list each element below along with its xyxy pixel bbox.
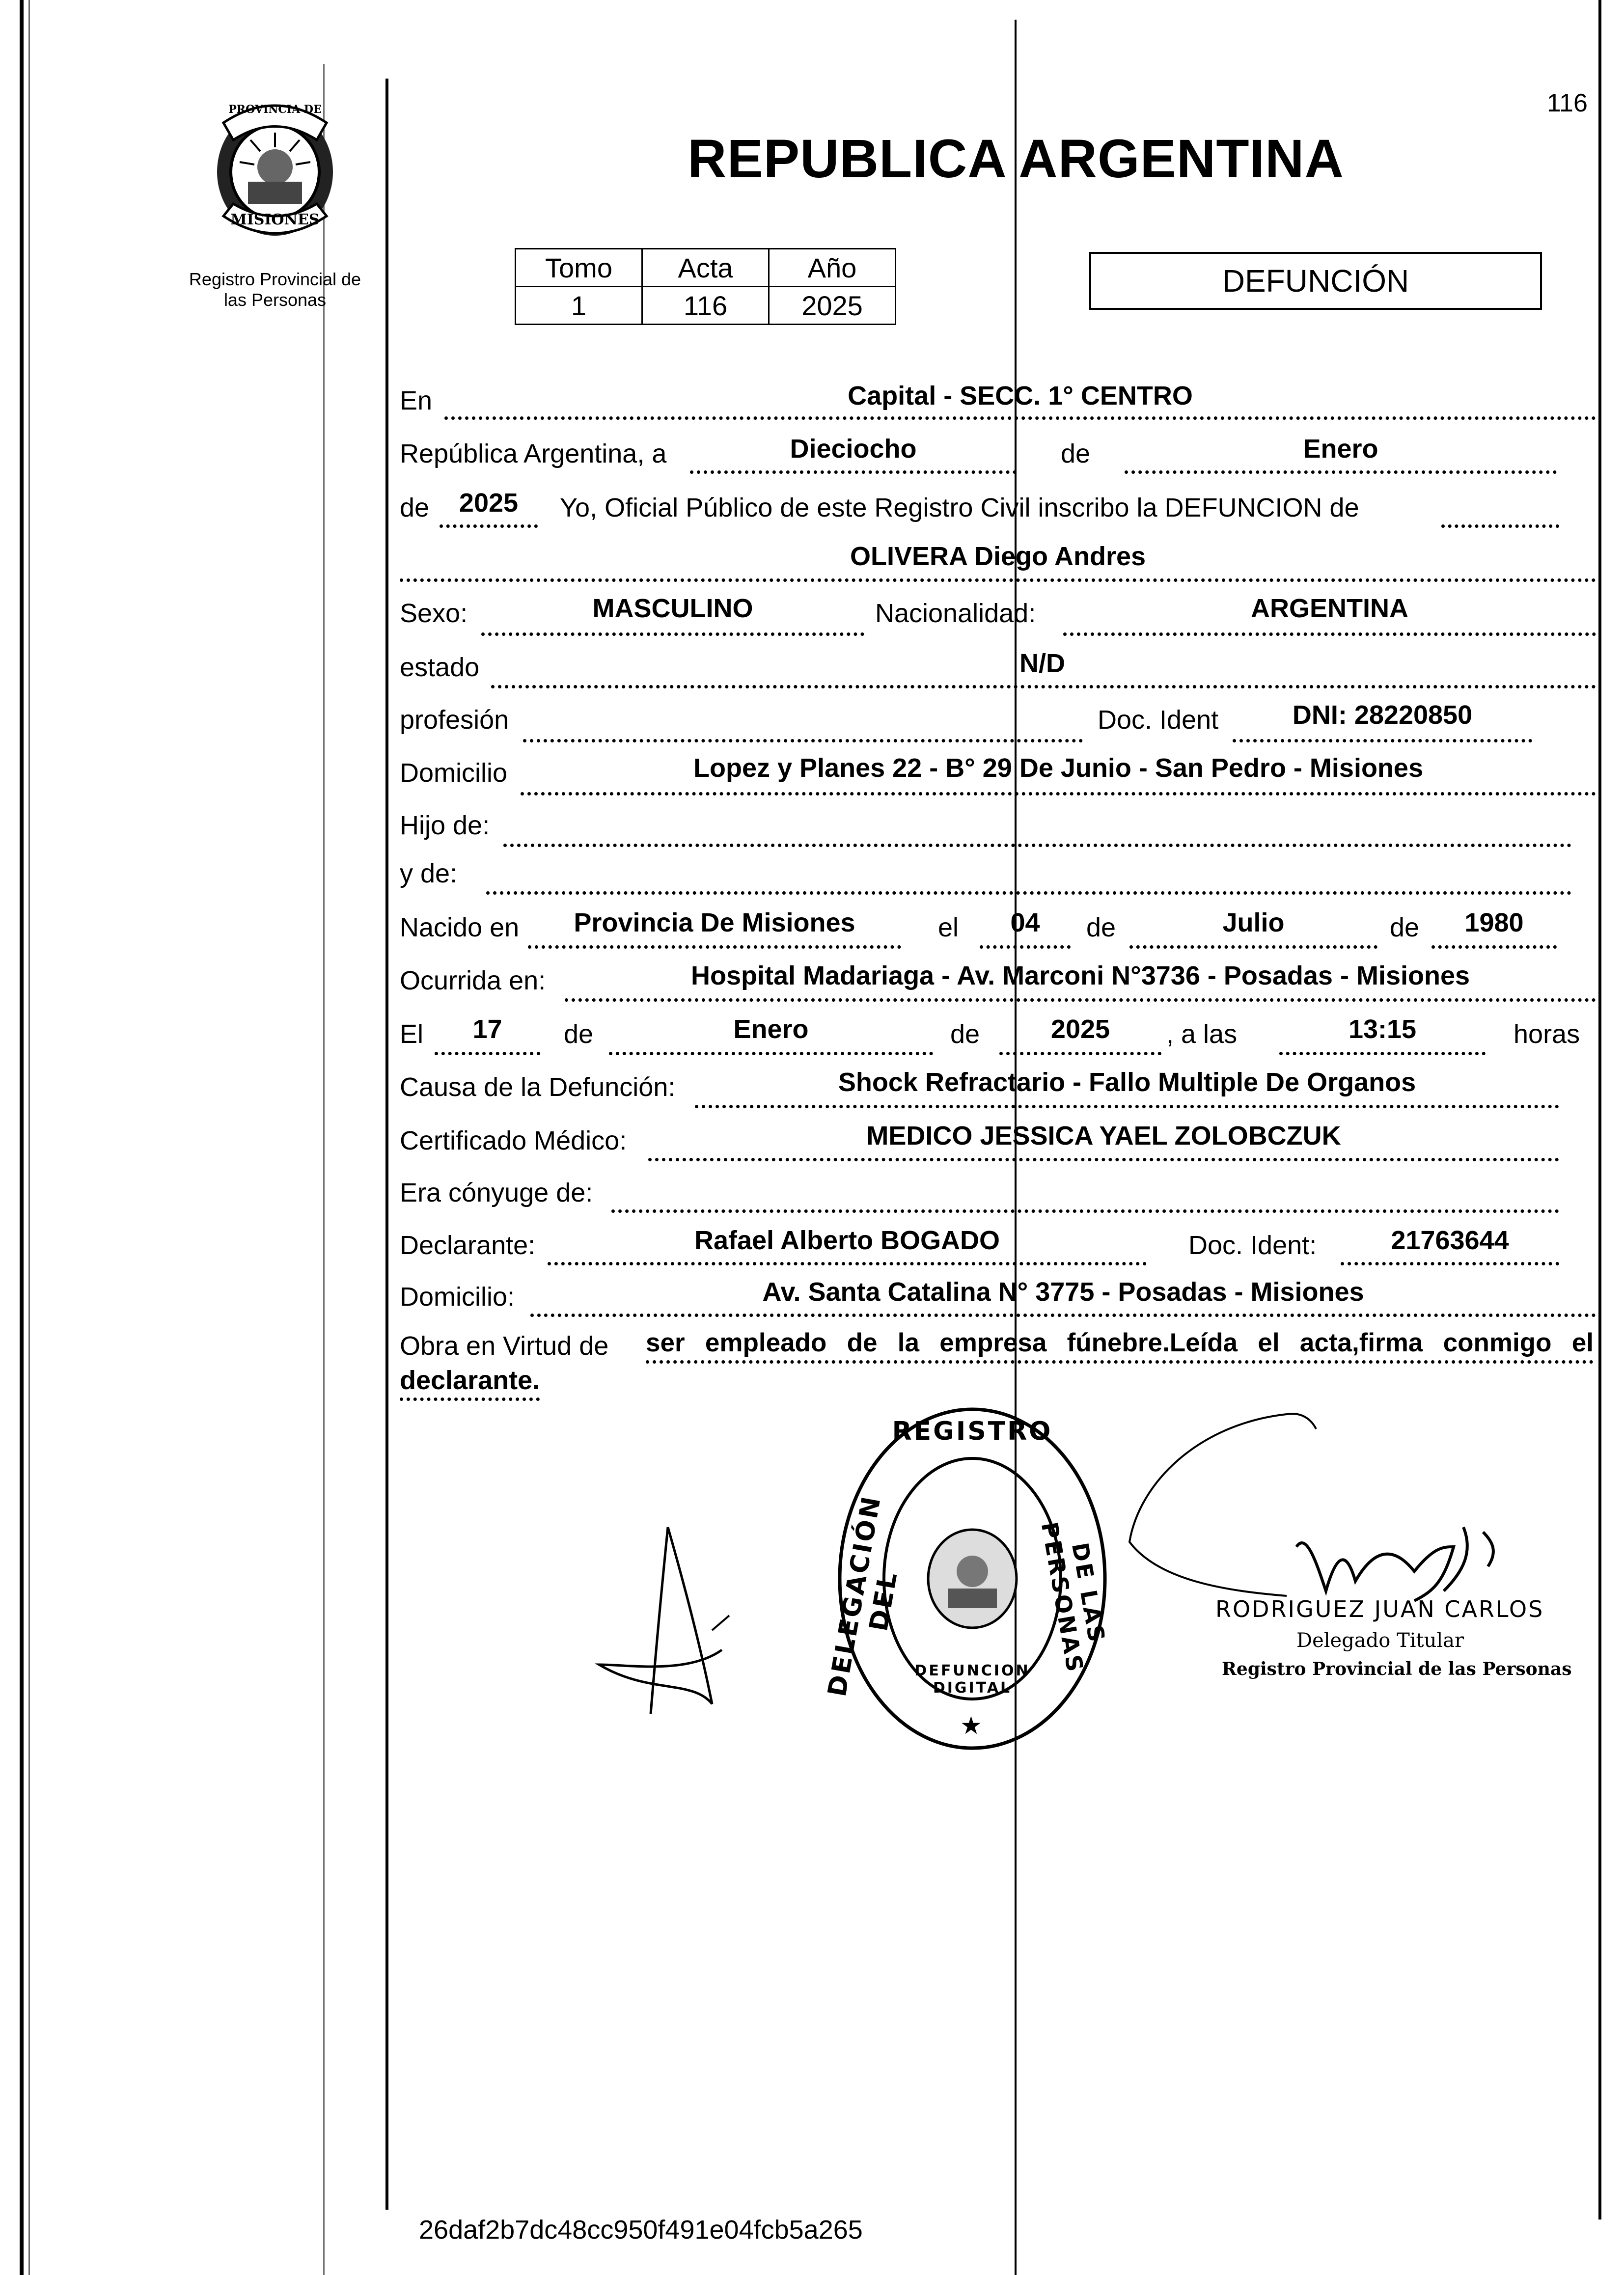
en-label: En <box>400 386 433 415</box>
conyuge-dots <box>611 1209 1559 1213</box>
domicilio-value: Lopez y Planes 22 - B° 29 De Junio - San Pedro - Misiones <box>693 753 1423 783</box>
record-header-anio: Año <box>769 249 896 287</box>
yo-text: Yo, Oficial Público de este Registro Civil inscribo la DEFUNCION de <box>560 493 1359 522</box>
nac-dia-dots <box>980 945 1071 949</box>
official-title: Delegado Titular <box>1296 1629 1464 1652</box>
sexo-dots <box>481 632 864 636</box>
horas-label: horas <box>1514 1019 1580 1049</box>
record-value-tomo: 1 <box>516 287 642 325</box>
domicilio-dots <box>521 792 1596 795</box>
doc-ident-label: Doc. Ident <box>1098 705 1219 735</box>
left-margin-line-thin <box>28 0 30 2275</box>
decl-doc-label: Doc. Ident: <box>1188 1231 1317 1260</box>
ocurrida-label: Ocurrida en: <box>400 966 546 995</box>
y-de-label: y de: <box>400 859 458 888</box>
sexo-value: MASCULINO <box>592 594 753 623</box>
stamp-ring-top: REGISTRO <box>892 1417 1053 1446</box>
decl-doc-value: 21763644 <box>1391 1226 1509 1255</box>
official-stamp <box>822 1402 1115 1755</box>
sexo-label: Sexo: <box>400 599 468 628</box>
el2-label: El <box>400 1019 424 1049</box>
a-las-label: , a las <box>1166 1019 1238 1049</box>
estado-label: estado <box>400 653 480 682</box>
hijo-label: Hijo de: <box>400 811 490 840</box>
domicilio-label: Domicilio <box>400 758 508 788</box>
nac-mes-value: Julio <box>1222 908 1285 937</box>
nac-de2-label: de <box>1390 913 1420 942</box>
anio-value: 2025 <box>459 488 519 518</box>
def-dia-dots <box>435 1052 540 1055</box>
nac-anio-value: 1980 <box>1464 908 1524 937</box>
certificado-value: MEDICO JESSICA YAEL ZOLOBCZUK <box>866 1121 1341 1151</box>
en-value: Capital - SECC. 1° CENTRO <box>848 381 1193 411</box>
nacionalidad-value: ARGENTINA <box>1251 594 1408 623</box>
hora-value: 13:15 <box>1348 1014 1417 1044</box>
right-border <box>1598 0 1601 2220</box>
declarante-value: Rafael Alberto BOGADO <box>694 1226 1000 1255</box>
estado-dots <box>491 685 1596 688</box>
nacido-dots <box>528 945 901 949</box>
nacionalidad-label: Nacionalidad: <box>875 599 1036 628</box>
org-label-line1: Registro Provincial de <box>189 269 361 289</box>
document-hash: 26daf2b7dc48cc950f491e04fcb5a265 <box>419 2215 863 2245</box>
mes-dots <box>1125 470 1557 474</box>
def-dia-value: 17 <box>472 1014 502 1044</box>
province-logo <box>201 93 349 241</box>
causa-value: Shock Refractario - Fallo Multiple De Organos <box>838 1068 1416 1097</box>
nacido-value: Provincia De Misiones <box>574 908 855 937</box>
record-value-anio: 2025 <box>769 287 896 325</box>
stamp-ring-right: DE LAS PERSONAS <box>1036 1520 1111 1676</box>
stamp-ring-left: DELEGACIÓN DEL <box>822 1492 904 1699</box>
doc-ident-value: DNI: 28220850 <box>1292 700 1473 730</box>
nacido-label: Nacido en <box>400 913 520 942</box>
form-left-border <box>385 79 388 2210</box>
decl-domicilio-value: Av. Santa Catalina N° 3775 - Posadas - Misiones <box>762 1277 1364 1307</box>
declarante-label: Declarante: <box>400 1231 536 1260</box>
declarant-signature <box>589 1517 751 1733</box>
ocurrida-dots <box>565 998 1596 1002</box>
anio-dots <box>440 524 538 528</box>
official-name: RODRIGUEZ JUAN CARLOS <box>1215 1596 1544 1622</box>
en-dots <box>444 416 1596 420</box>
record-header-tomo: Tomo <box>516 249 642 287</box>
de-label: de <box>1061 439 1091 468</box>
document-type-box: DEFUNCIÓN <box>1089 252 1542 310</box>
page-number: 116 <box>1547 89 1588 117</box>
nombre-dots <box>400 578 1596 582</box>
record-header-row <box>516 249 896 287</box>
el-label: el <box>938 913 959 942</box>
hijo-dots <box>503 844 1571 847</box>
official-org: Registro Provincial de las Personas <box>1222 1659 1572 1679</box>
record-table <box>515 248 896 325</box>
nac-anio-dots <box>1431 945 1557 949</box>
certificado-dots <box>648 1158 1559 1161</box>
decl-domicilio-dots <box>530 1314 1596 1317</box>
obra-value-line1: ser empleado de la empresa fúnebre.Leída el acta,firma conmigo el <box>646 1326 1594 1364</box>
record-value-acta: 116 <box>642 287 769 325</box>
estado-value: N/D <box>1019 649 1065 678</box>
hora-dots <box>1279 1052 1486 1055</box>
nacionalidad-dots <box>1063 632 1596 636</box>
y-de-dots <box>486 891 1571 895</box>
def-anio-value: 2025 <box>1050 1014 1110 1044</box>
def-de-label: de <box>564 1019 594 1049</box>
doc-ident-dots <box>1233 739 1532 742</box>
left-margin-line <box>20 0 24 2275</box>
record-value-row <box>516 287 896 325</box>
obra-label: Obra en Virtud de <box>400 1331 609 1361</box>
def-mes-value: Enero <box>733 1014 809 1044</box>
logo-text-bottom: MISIONES <box>230 211 320 228</box>
yo-dots <box>1441 524 1559 528</box>
def-de2-label: de <box>950 1019 980 1049</box>
ocurrida-value: Hospital Madariaga - Av. Marconi N°3736 - Posadas - Misiones <box>690 961 1470 990</box>
gutter-line <box>323 64 325 2275</box>
nac-de-label: de <box>1086 913 1116 942</box>
mes-value: Enero <box>1303 434 1378 464</box>
decl-doc-dots <box>1341 1262 1559 1265</box>
stamp-star-icon: ★ <box>960 1712 982 1739</box>
profesion-label: profesión <box>400 705 509 735</box>
page-title: REPUBLICA ARGENTINA <box>688 129 1344 189</box>
causa-dots <box>695 1105 1559 1108</box>
org-label-line2: las Personas <box>223 290 327 310</box>
stamp-ring-bottom: DEFUNCION DIGITAL <box>914 1662 1030 1697</box>
nombre-value: OLIVERA Diego Andres <box>850 542 1146 571</box>
dia-value: Dieciocho <box>790 434 917 464</box>
conyuge-label: Era cónyuge de: <box>400 1178 593 1207</box>
decl-domicilio-label: Domicilio: <box>400 1282 515 1312</box>
certificado-label: Certificado Médico: <box>400 1126 627 1155</box>
dia-dots <box>690 470 1017 474</box>
record-header-acta: Acta <box>642 249 769 287</box>
republica-label: República Argentina, a <box>400 439 667 468</box>
nac-mes-dots <box>1129 945 1377 949</box>
logo-text-top: PROVINCIA DE <box>228 103 322 116</box>
de2-label: de <box>400 493 430 522</box>
def-anio-dots <box>999 1052 1161 1055</box>
declarante-dots <box>548 1262 1147 1265</box>
profesion-dots <box>523 739 1083 742</box>
nac-dia-value: 04 <box>1010 908 1040 937</box>
org-label <box>162 269 388 310</box>
def-mes-dots <box>609 1052 933 1055</box>
obra-value-line2: declarante. <box>400 1363 540 1401</box>
causa-label: Causa de la Defunción: <box>400 1072 676 1102</box>
